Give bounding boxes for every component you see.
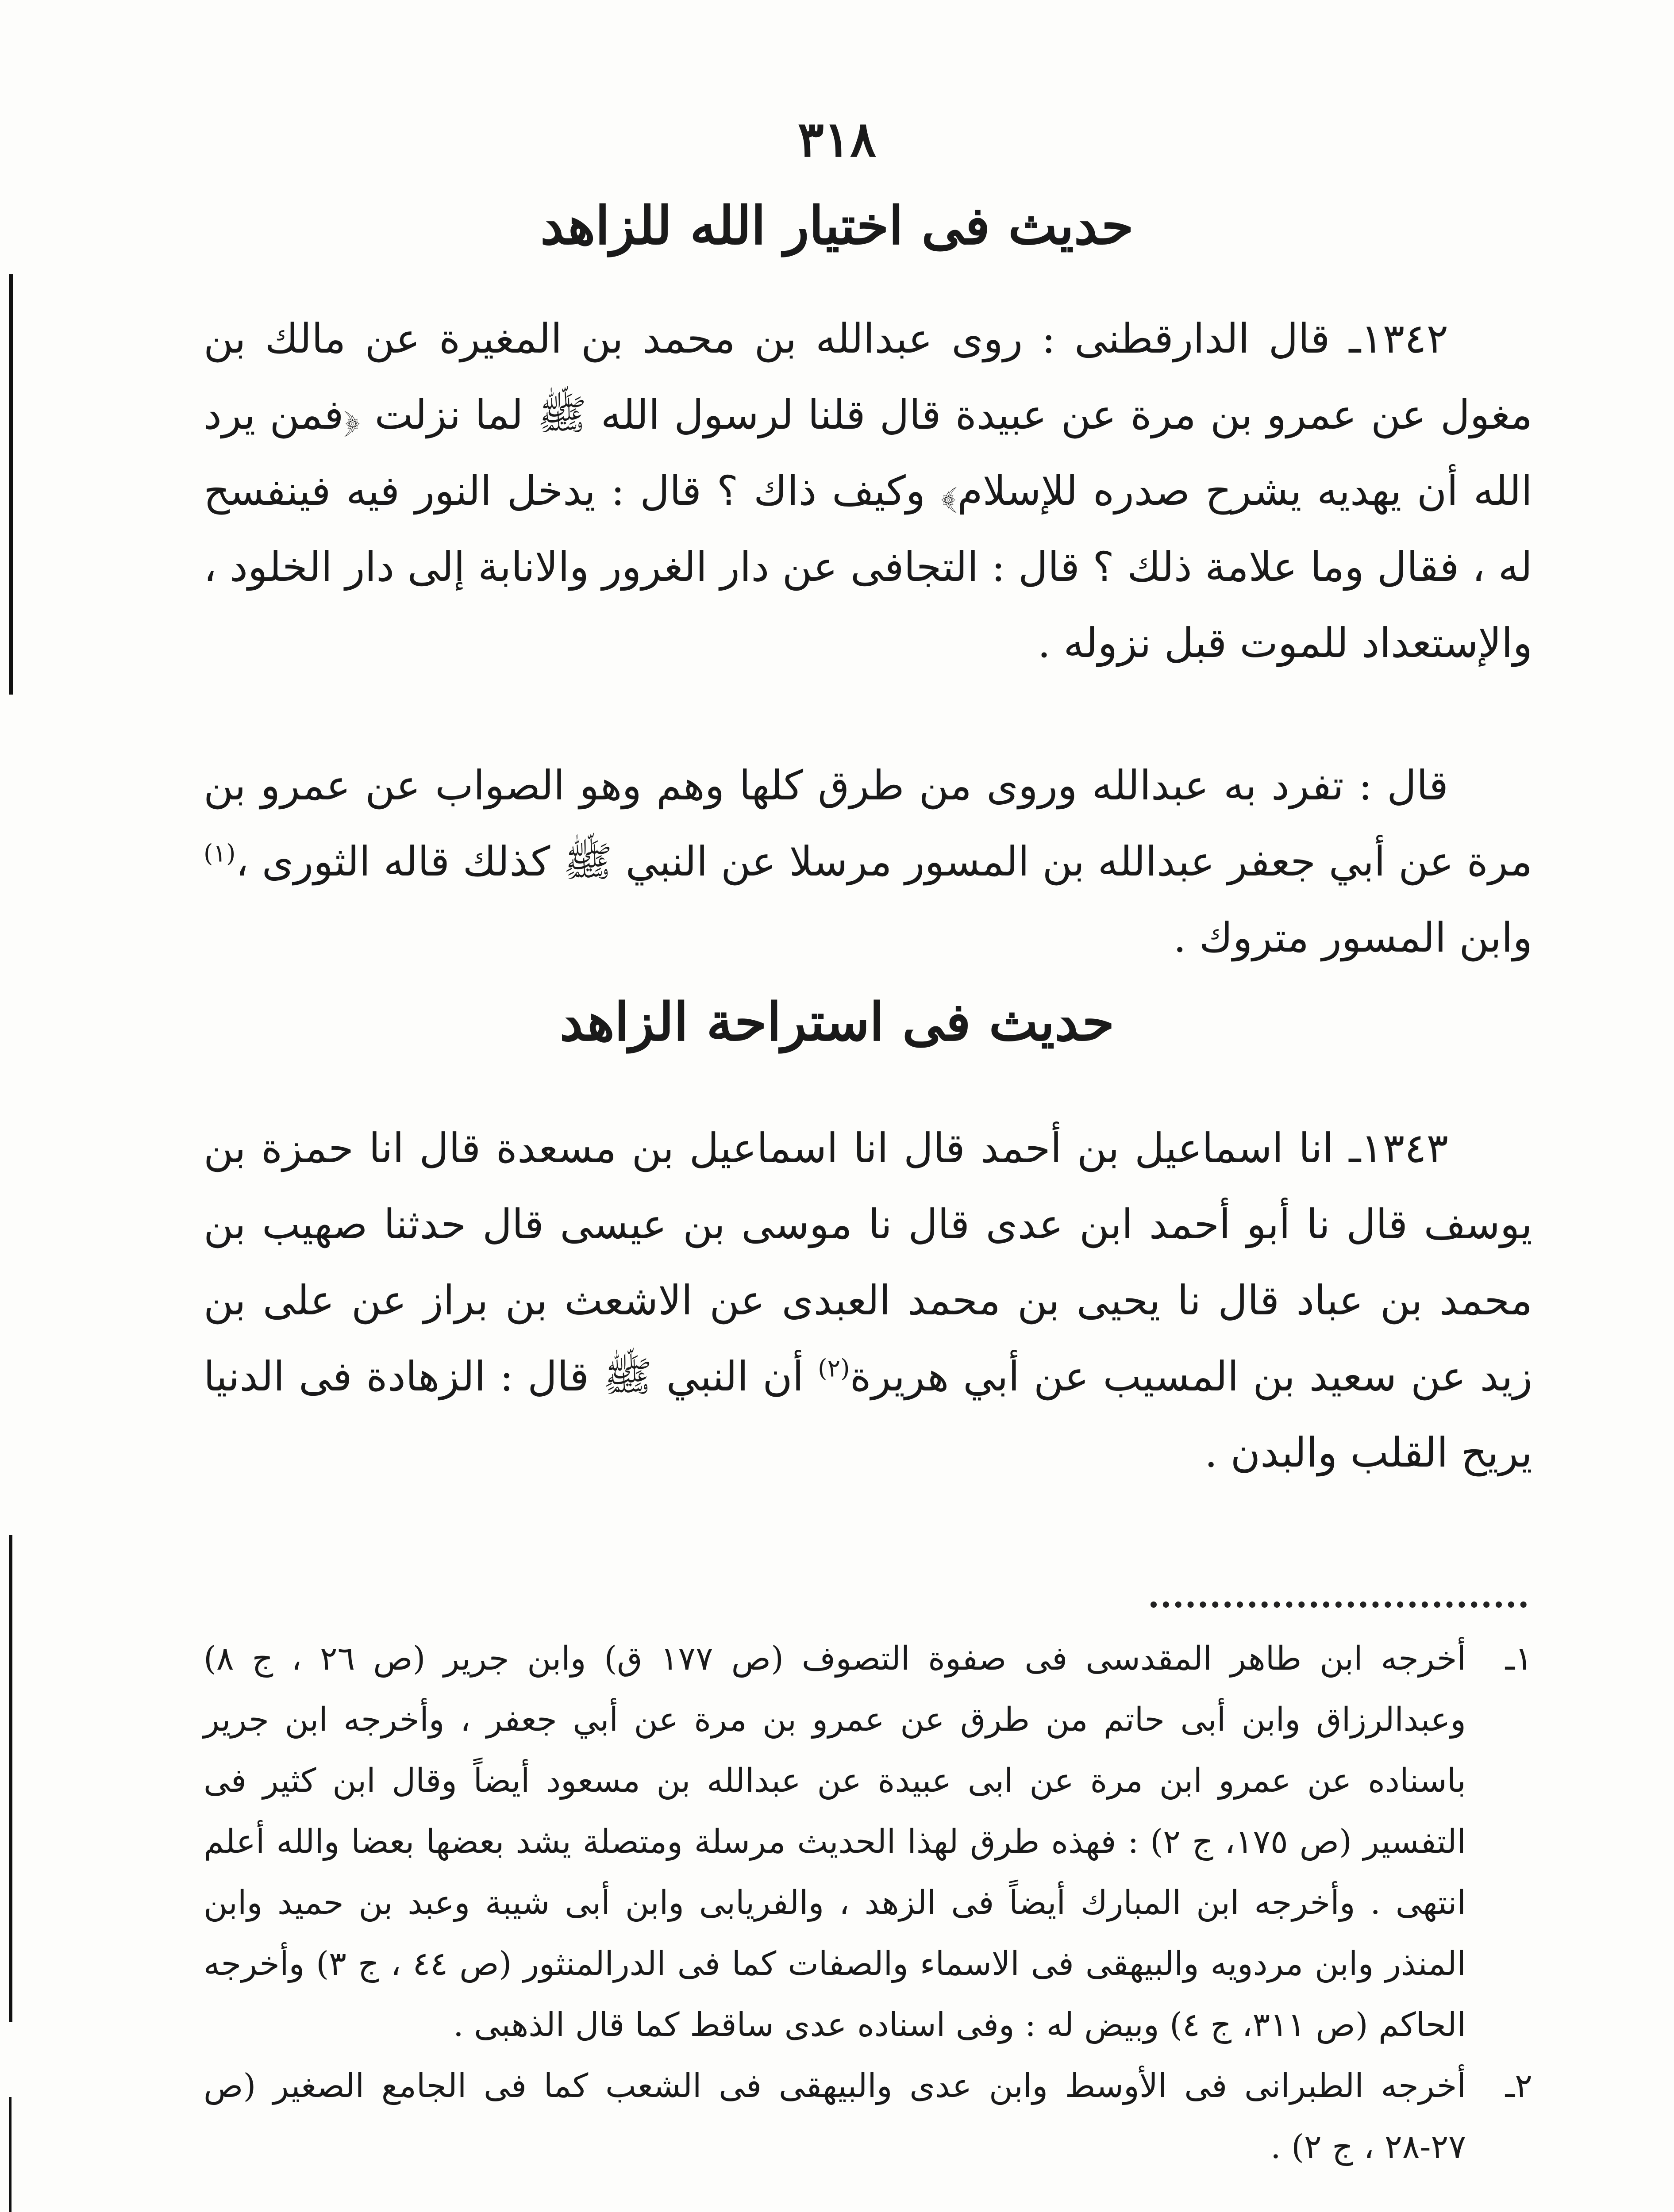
- footnotes: [204, 1628, 1532, 2177]
- hadith-1343: [204, 1110, 1532, 1491]
- hadith-1343-text-a: ١٣٤٣ـ انا اسماعيل بن أحمد قال انا اسماعيل بن مسعدة قال انا حمزة بن يوسف قال نا أبو أحمد ابن عدى قال نا موسى بن عيسى قال حدثنا صهيب بن محمد بن عباد قال نا يحيى بن محمد العبدى عن الاشعث بن براز عن على بن زيد عن سعيد بن المسيب عن أبي هريرة: [204, 1125, 1532, 1400]
- section-heading-2: حديث فى استراحة الزاهد: [559, 991, 1115, 1052]
- footnote-ref-2: (٢): [818, 1354, 850, 1382]
- footnote-text: أخرجه ابن طاهر المقدسى فى صفوة التصوف (ص ١٧٧ ق) وابن جرير (ص ٢٦ ، ج ٨) وعبدالرزاق وابن أبى حاتم من طرق عن عمرو بن مرة عن أبي جعفر ، وأخرجه ابن جرير باسناده عن عمرو ابن مرة عن ابى عبيدة عن عبدالله بن مسعود أيضاً وقال ابن كثير فى التفسير (ص ١٧٥، ج ٢) : فهذه طرق لهذا الحديث مرسلة ومتصلة يشد بعضها بعضا والله أعلم انتهى . وأخرجه ابن المبارك أيضاً فى الزهد ، والفريابى وابن أبى شيبة وعبد بن حميد وابن المنذر وابن مردويه والبيهقى فى الاسماء والصفات كما فى الدرالمنثور (ص ٤٤ ، ج ٣) وأخرجه الحاكم (ص ٣١١، ج ٤) وبيض له : وفى اسناده عدى ساقط كما قال الذهبى .: [204, 1640, 1466, 2044]
- scan-edge-shadow: [9, 1535, 12, 2022]
- scan-edge-shadow: [9, 2097, 12, 2212]
- footnote-text: أخرجه الطبرانى فى الأوسط وابن عدى والبيهقى فى الشعب كما فى الجامع الصغير (ص ٢٧-٢٨ ، ج ٢) .: [204, 2067, 1466, 2166]
- scan-edge-shadow: [9, 274, 13, 695]
- footnote-1: [204, 1628, 1532, 2055]
- footnote-separator: [1151, 1601, 1527, 1608]
- footnote-number: ٢ـ: [1505, 2067, 1532, 2105]
- hadith-1343-text: [204, 1110, 1532, 1491]
- hadith-1343-text-b: أن النبي ﷺ قال : الزهادة فى الدنيا يريح القلب والبدن .: [204, 1353, 1532, 1476]
- hadith-1342-comment: [204, 748, 1532, 976]
- hadith-1342: [204, 301, 1532, 681]
- footnote-2: [204, 2055, 1532, 2177]
- section-heading-1: حديث فى اختيار الله للزاهد: [540, 195, 1134, 256]
- comment-tail: وابن المسور متروك .: [1173, 914, 1532, 961]
- footnote-number: ١ـ: [1505, 1640, 1532, 1678]
- comment-text: قال : تفرد به عبدالله وروى من طرق كلها وهم وهو الصواب عن عمرو بن مرة عن أبي جعفر عبدالله بن المسور مرسلا عن النبي ﷺ كذلك قاله الثورى ،: [204, 762, 1532, 885]
- page-number: ٣١٨: [797, 111, 877, 168]
- footnote-ref-1: (١): [204, 839, 236, 868]
- hadith-1342-text: ١٣٤٢ـ قال الدارقطنى : روى عبدالله بن محمد بن المغيرة عن مالك بن مغول عن عمرو بن مرة عن عبيدة قال قلنا لرسول الله ﷺ لما نزلت ﴿فمن يرد الله أن يهديه يشرح صدره للإسلام﴾ وكيف ذاك ؟ قال : يدخل النور فيه فينفسح له ، فقال وما علامة ذلك ؟ قال : التجافى عن دار الغرور والانابة إلى دار الخلود ، والإستعداد للموت قبل نزوله .: [204, 315, 1532, 667]
- comment-paragraph: [204, 748, 1532, 976]
